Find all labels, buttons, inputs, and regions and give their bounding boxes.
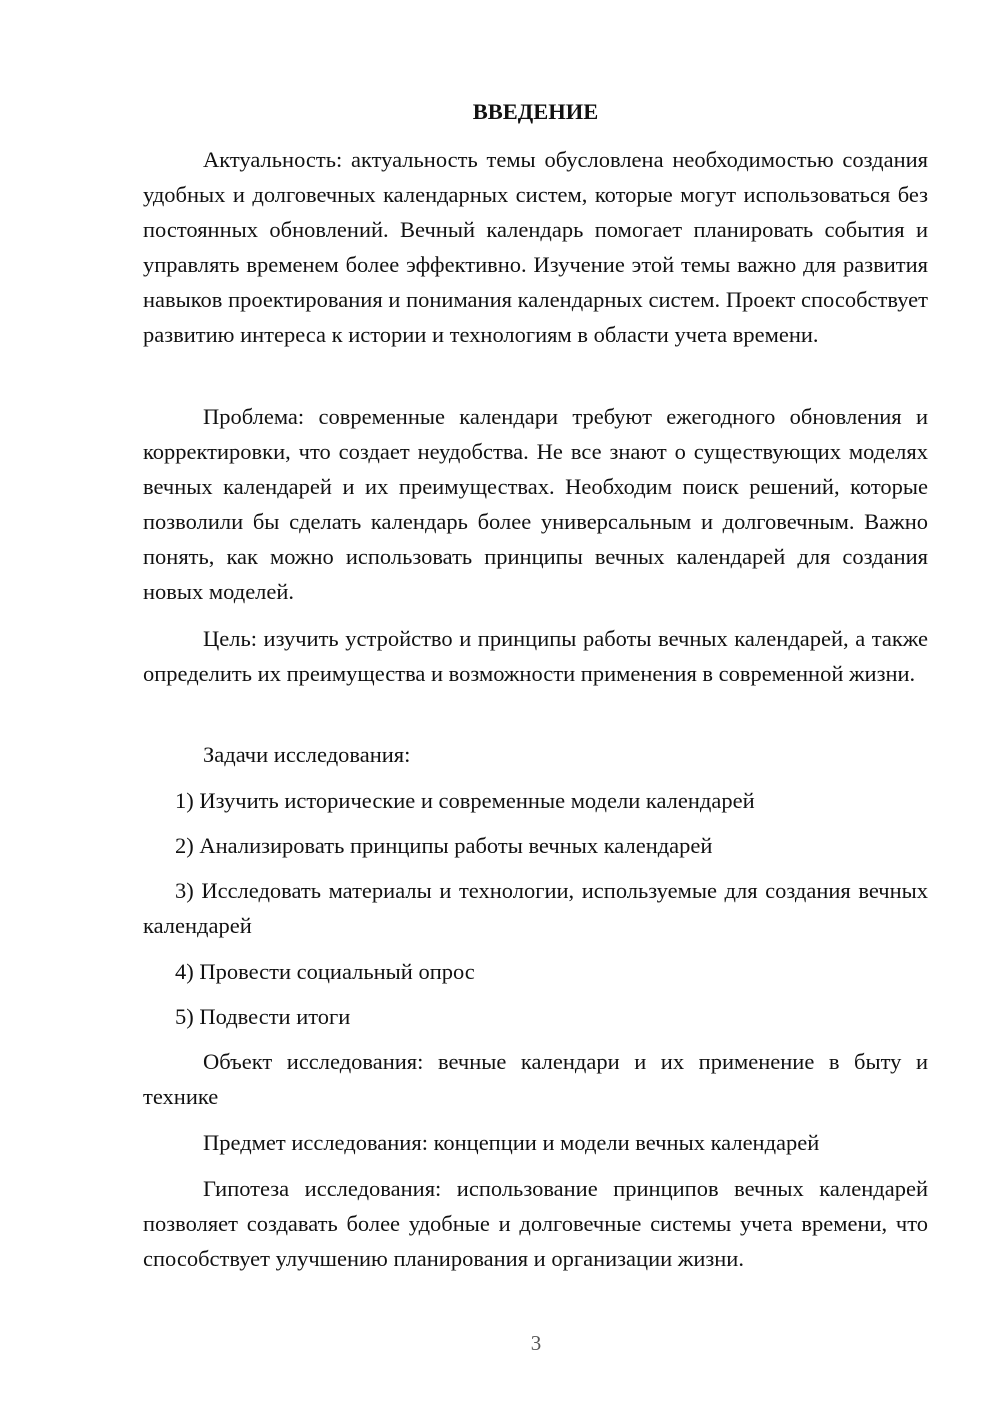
problem-paragraph: Проблема: современные календари требуют ежегодного обновления и корректировки, что создает неудобства. Не все знают о существующих моделях вечных календарей и их преимуществах. Необходим поиск решений, которые позволили бы сделать календарь более универсальным и долговечным. Важно понять, как можно использовать принципы вечных календарей для создания новых моделей. <box>143 404 928 604</box>
hypothesis-block <box>143 1171 928 1276</box>
section-title: ВВЕДЕНИЕ <box>472 99 599 124</box>
problem-block <box>143 399 928 609</box>
task-4-block <box>143 954 928 989</box>
subject-block <box>143 1125 928 1160</box>
task-item-3: 3) Исследовать материалы и технологии, используемые для создания вечных календарей <box>143 878 928 938</box>
task-item-2: 2) Анализировать принципы работы вечных календарей <box>175 833 713 858</box>
subject-paragraph: Предмет исследования: концепции и модели вечных календарей <box>203 1130 820 1155</box>
goal-paragraph: Цель: изучить устройство и принципы работы вечных календарей, а также определить их преимущества и возможности применения в современной жизни. <box>143 626 928 686</box>
task-5-block <box>143 999 928 1034</box>
page-number: 3 <box>530 1331 542 1355</box>
object-paragraph: Объект исследования: вечные календари и их применение в быту и технике <box>143 1049 928 1109</box>
task-item-1: 1) Изучить исторические и современные модели календарей <box>175 788 755 813</box>
task-3-block <box>143 873 928 943</box>
task-1-block <box>143 783 928 818</box>
goal-block <box>143 621 928 691</box>
hypothesis-paragraph: Гипотеза исследования: использование принципов вечных календарей позволяет создавать более удобные и долговечные системы учета времени, что способствует улучшению планирования и организации жизни. <box>143 1176 928 1271</box>
task-item-4: 4) Провести социальный опрос <box>175 959 475 984</box>
task-2-block <box>143 828 928 863</box>
object-block <box>143 1044 928 1114</box>
relevance-block <box>143 142 928 352</box>
task-item-5: 5) Подвести итоги <box>175 1004 351 1029</box>
tasks-heading: Задачи исследования: <box>203 742 411 767</box>
tasks-heading-block <box>143 737 928 772</box>
relevance-paragraph: Актуальность: актуальность темы обусловлена необходимостью создания удобных и долговечных календарных систем, которые могут использоваться без постоянных обновлений. Вечный календарь помогает планировать события и управлять временем более эффективно. Изучение этой темы важно для развития навыков проектирования и понимания календарных систем. Проект способствует развитию интереса к истории и технологиям в области учета времени. <box>143 147 928 347</box>
